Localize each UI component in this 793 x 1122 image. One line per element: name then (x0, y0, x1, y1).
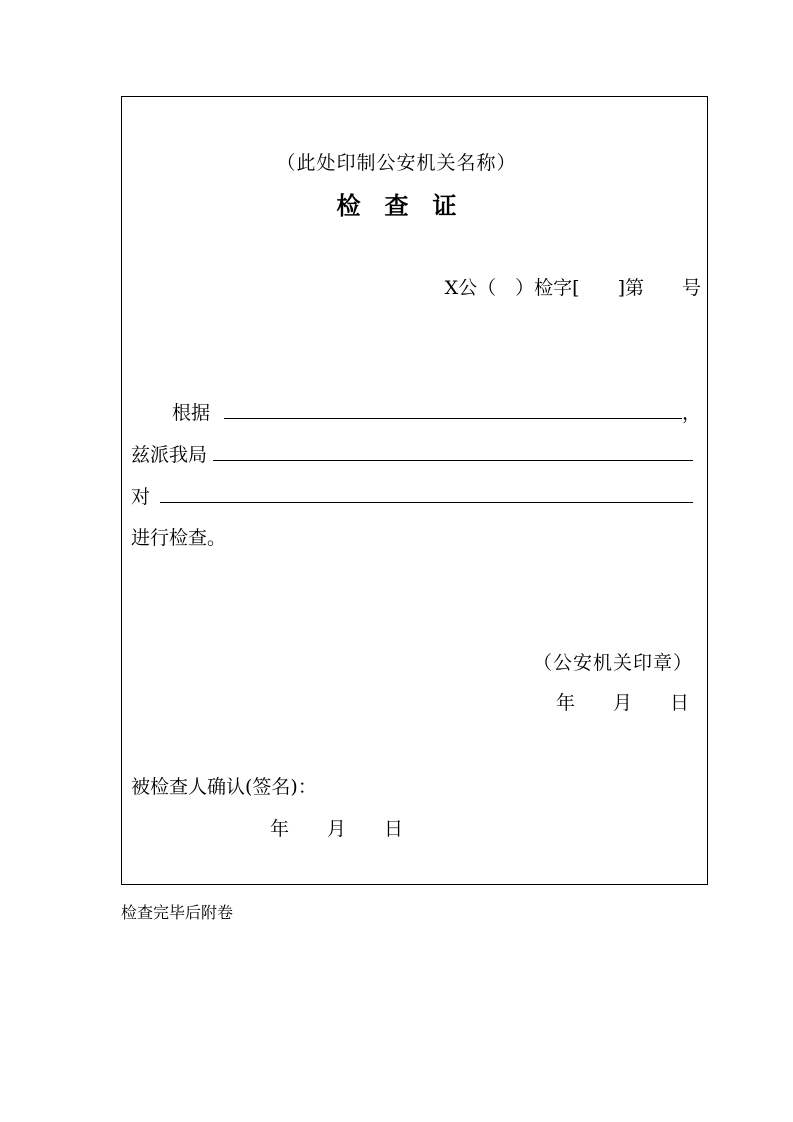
seal-label: （公安机关印章） (532, 652, 693, 674)
document-number: X公（ ）检字[ ]第 号 (444, 277, 701, 299)
basis-comma: ， (682, 402, 702, 424)
target-label: 对 (131, 486, 151, 508)
confirmation-date: 年 月 日 (270, 818, 404, 840)
basis-label: 根据 (172, 402, 211, 424)
target-blank-line[interactable] (160, 502, 693, 503)
dispatch-blank-line[interactable] (213, 460, 693, 461)
seal-date: 年 月 日 (556, 692, 690, 714)
document-title: 检 查 证 (336, 192, 457, 220)
basis-blank-line[interactable] (224, 418, 682, 419)
footer-note: 检查完毕后附卷 (121, 903, 234, 922)
dispatch-label: 兹派我局 (131, 444, 208, 466)
agency-name-note: （此处印制公安机关名称） (276, 152, 517, 174)
action-text: 进行检查。 (131, 527, 227, 549)
confirmation-label: 被检查人确认(签名)： (131, 776, 317, 798)
